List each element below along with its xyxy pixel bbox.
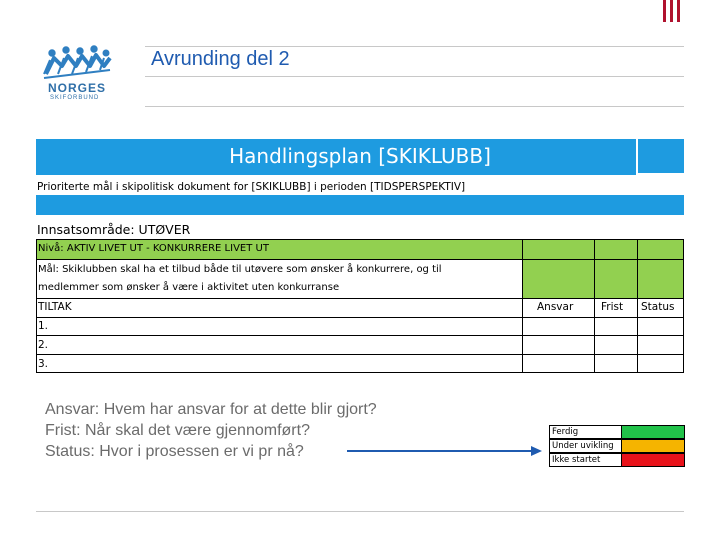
tiltak-cell (37, 299, 522, 317)
legend-label: Under uvikling (550, 440, 622, 452)
table-row: 3. (38, 358, 49, 370)
level-text: Nivå: AKTIV LIVET UT - KONKURRERE LIVET UT (38, 243, 269, 254)
note-frist: Frist: Når skal det være gjennomført? (45, 422, 310, 439)
column-header-tiltak: TILTAK (38, 301, 72, 313)
row-line (36, 335, 684, 336)
column-header-status: Status (641, 301, 675, 313)
note-status: Status: Hvor i prosessen er vi pr nå? (45, 443, 304, 460)
legend-swatch-orange (622, 440, 684, 452)
plan-subtitle: Prioriterte mål i skipolitisk dokument for [SKIKLUBB] i perioden [TIDSPERSPEKTIV] (37, 181, 466, 193)
plan-title: Handlingsplan [SKIKLUBB] (229, 144, 491, 168)
col-divider (594, 239, 595, 373)
corner-bar-1 (663, 0, 666, 22)
note-ansvar: Ansvar: Hvem har ansvar for at dette blir gjort? (45, 401, 377, 418)
column-header-ansvar: Ansvar (537, 301, 574, 313)
logo-wordmark: NORGES (48, 81, 107, 95)
row-line (36, 317, 684, 318)
legend-item-ikke-startet (549, 453, 685, 467)
area-label: Innsatsområde: UTØVER (37, 222, 191, 237)
divider-line (145, 46, 684, 47)
corner-bar-3 (677, 0, 680, 22)
col-divider (522, 239, 523, 373)
divider-line (145, 76, 684, 77)
legend-label: Ikke startet (550, 454, 622, 466)
arrow-right-icon (347, 444, 543, 458)
plan-band (36, 195, 684, 215)
goal-text-line1: Mål: Skiklubben skal ha et tilbud både til utøvere som ønsker å konkurrere, og til (38, 264, 442, 275)
divider-line (145, 106, 684, 107)
table-row: 1. (38, 320, 49, 332)
legend-swatch-red (622, 454, 684, 466)
col-divider (637, 239, 638, 373)
legend-item-ferdig (549, 425, 685, 439)
legend-label: Ferdig (550, 426, 622, 438)
legend-swatch-green (622, 426, 684, 438)
norges-skiforbund-logo (40, 44, 114, 104)
logo-subtext: SKIFORBUND (50, 95, 100, 101)
column-header-frist: Frist (601, 301, 624, 313)
row-line (36, 354, 684, 355)
table-row: 2. (38, 339, 49, 351)
legend-item-under-uvikling (549, 439, 685, 453)
page-title: Avrunding del 2 (151, 48, 290, 70)
row-line (36, 259, 684, 260)
goal-text-line2: medlemmer som ønsker å være i aktivitet uten konkurranse (38, 282, 340, 293)
footer-line (36, 511, 684, 512)
corner-bar-2 (670, 0, 673, 22)
